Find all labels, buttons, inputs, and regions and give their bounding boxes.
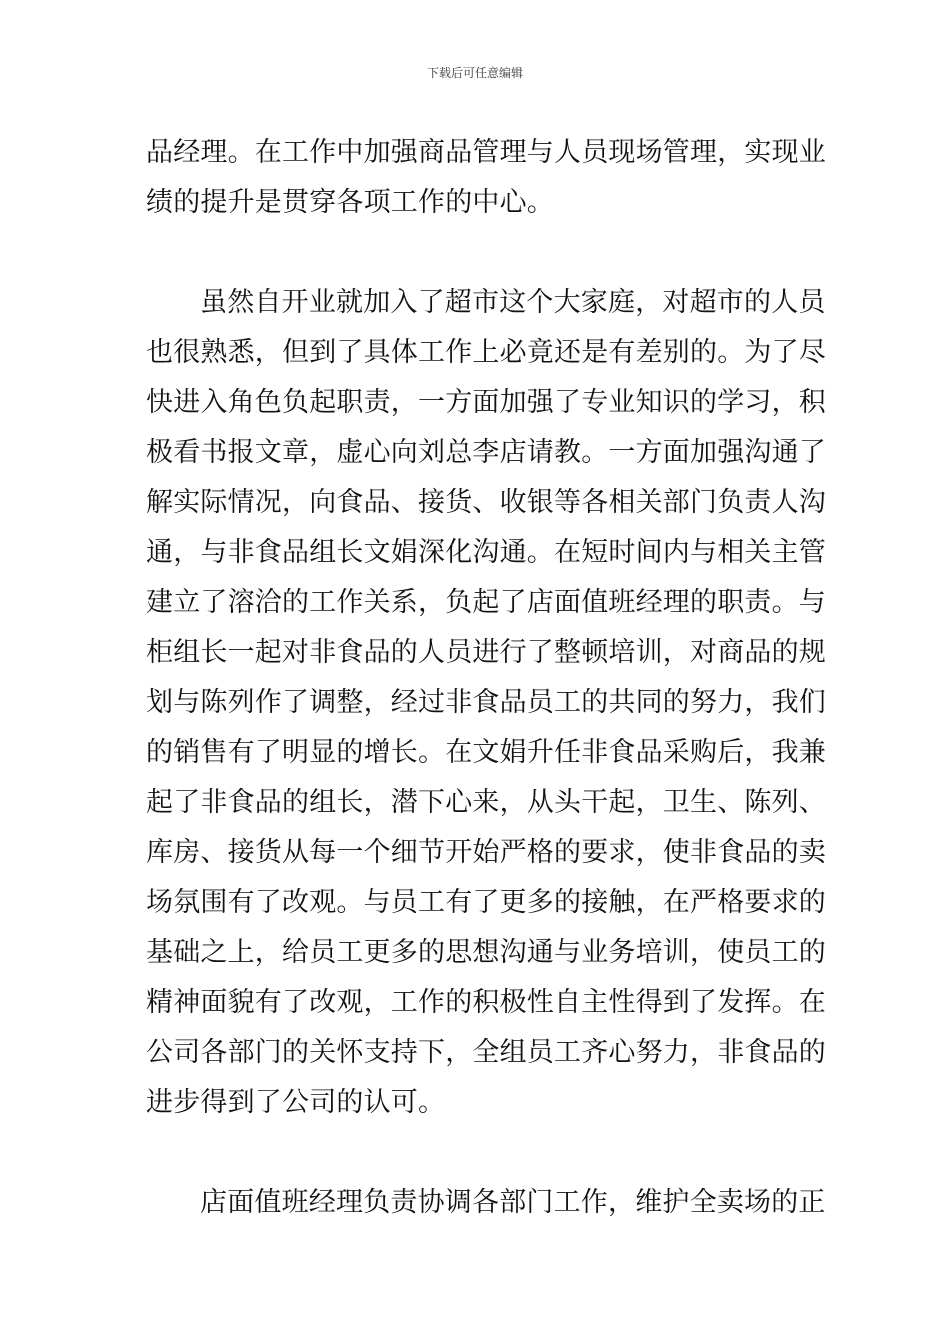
text-line: 解实际情况，向食品、接货、收银等各相关部门负责人沟 — [146, 487, 826, 518]
text-line: 快进入角色负起职责，一方面加强了专业知识的学习，积 — [146, 387, 826, 418]
text-line: 绩的提升是贯穿各项工作的中心。 — [146, 187, 554, 218]
text-line: 虽然自开业就加入了超市这个大家庭，对超市的人员 — [200, 287, 826, 318]
text-line: 起了非食品的组长，潜下心来，从头干起，卫生、陈列、 — [146, 787, 826, 818]
text-line: 柜组长一起对非食品的人员进行了整顿培训，对商品的规 — [146, 637, 826, 668]
text-line: 极看书报文章，虚心向刘总李店请教。一方面加强沟通了 — [146, 437, 826, 468]
text-line: 通，与非食品组长文娟深化沟通。在短时间内与相关主管 — [146, 537, 826, 568]
paragraph — [146, 278, 826, 1128]
paragraph — [146, 128, 826, 228]
text-line: 进步得到了公司的认可。 — [146, 1087, 446, 1118]
text-line: 品经理。在工作中加强商品管理与人员现场管理，实现业 — [146, 137, 826, 168]
document-body — [146, 128, 826, 1228]
text-line: 库房、接货从每一个细节开始严格的要求，使非食品的卖 — [146, 837, 826, 868]
paragraph-spacer — [146, 1128, 810, 1178]
text-line: 公司各部门的关怀支持下，全组员工齐心努力，非食品的 — [146, 1037, 826, 1068]
text-line: 基础之上，给员工更多的思想沟通与业务培训，使员工的 — [146, 937, 826, 968]
text-line: 精神面貌有了改观，工作的积极性自主性得到了发挥。在 — [146, 987, 826, 1018]
text-line: 场氛围有了改观。与员工有了更多的接触，在严格要求的 — [146, 887, 826, 918]
paragraph-spacer — [146, 228, 810, 278]
text-line: 划与陈列作了调整，经过非食品员工的共同的努力，我们 — [146, 687, 826, 718]
text-line: 也很熟悉，但到了具体工作上必竟还是有差别的。为了尽 — [146, 337, 826, 368]
paragraph — [146, 1178, 826, 1228]
text-line: 的销售有了明显的增长。在文娟升任非食品采购后，我兼 — [146, 737, 826, 768]
text-line: 店面值班经理负责协调各部门工作，维护全卖场的正 — [200, 1187, 826, 1218]
text-line: 建立了溶洽的工作关系，负起了店面值班经理的职责。与 — [146, 587, 826, 618]
page-header: 下载后可任意编辑 — [426, 66, 523, 80]
